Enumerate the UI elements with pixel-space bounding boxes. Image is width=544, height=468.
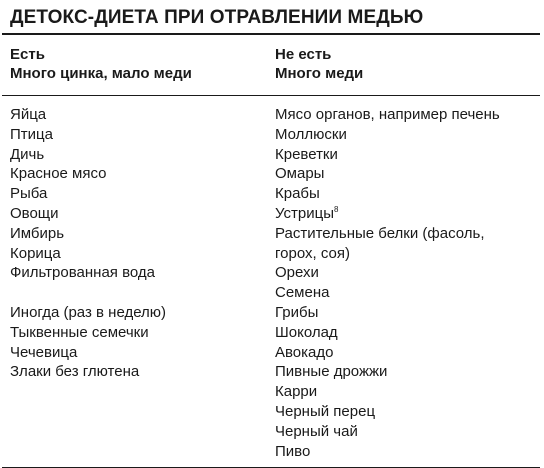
oysters-label: Устрицы	[275, 204, 334, 222]
list-item: Фильтрованная вода	[10, 264, 155, 282]
list-item: Семена	[275, 284, 330, 302]
list-item: Имбирь	[10, 224, 65, 242]
list-item: Чечевица	[10, 343, 78, 361]
table-title: ДЕТОКС-ДИЕТА ПРИ ОТРАВЛЕНИИ МЕДЬЮ	[10, 7, 424, 28]
list-item: Орехи	[275, 264, 319, 282]
diet-table	[2, 3, 540, 468]
avoid-column-header	[275, 46, 540, 83]
list-spacer	[10, 283, 275, 303]
list-item-oysters	[275, 204, 540, 224]
list-item: Пиво	[275, 442, 311, 460]
eat-column	[10, 105, 275, 461]
eat-column-header	[10, 46, 275, 83]
list-item: Птица	[10, 125, 53, 143]
footnote-marker: 8	[334, 204, 339, 214]
list-item: Мясо органов, например печень	[275, 106, 500, 123]
list-item: Моллюски	[275, 125, 347, 143]
list-item: Черный перец	[275, 402, 376, 420]
eat-subheading: Много цинка, мало меди	[10, 64, 192, 82]
list-item: Корица	[10, 244, 61, 262]
list-item: Красное мясо	[10, 165, 107, 183]
eat-heading: Есть	[10, 46, 45, 63]
list-item: Дичь	[10, 145, 45, 163]
list-item: Яйца	[10, 106, 47, 123]
list-item: Шоколад	[275, 323, 338, 341]
list-item: Грибы	[275, 303, 319, 321]
list-item: Растительные белки (фасоль, горох, соя)	[275, 224, 485, 262]
list-item: Черный чай	[275, 422, 358, 440]
occasional-heading: Иногда (раз в неделю)	[10, 303, 167, 321]
table-header	[2, 35, 540, 95]
list-item: Тыквенные семечки	[10, 323, 149, 341]
list-item: Крабы	[275, 185, 320, 203]
list-item: Омары	[275, 165, 325, 183]
avoid-heading: Не есть	[275, 46, 332, 63]
list-item: Пивные дрожжи	[275, 363, 388, 381]
table-body	[2, 96, 540, 467]
list-item: Авокадо	[275, 343, 334, 361]
list-item: Креветки	[275, 145, 338, 163]
list-item: Злаки без глютена	[10, 363, 140, 381]
list-item: Овощи	[10, 204, 59, 222]
avoid-subheading: Много меди	[275, 64, 364, 82]
avoid-column	[275, 105, 540, 461]
list-item: Рыба	[10, 185, 48, 203]
list-item: Карри	[275, 383, 318, 401]
